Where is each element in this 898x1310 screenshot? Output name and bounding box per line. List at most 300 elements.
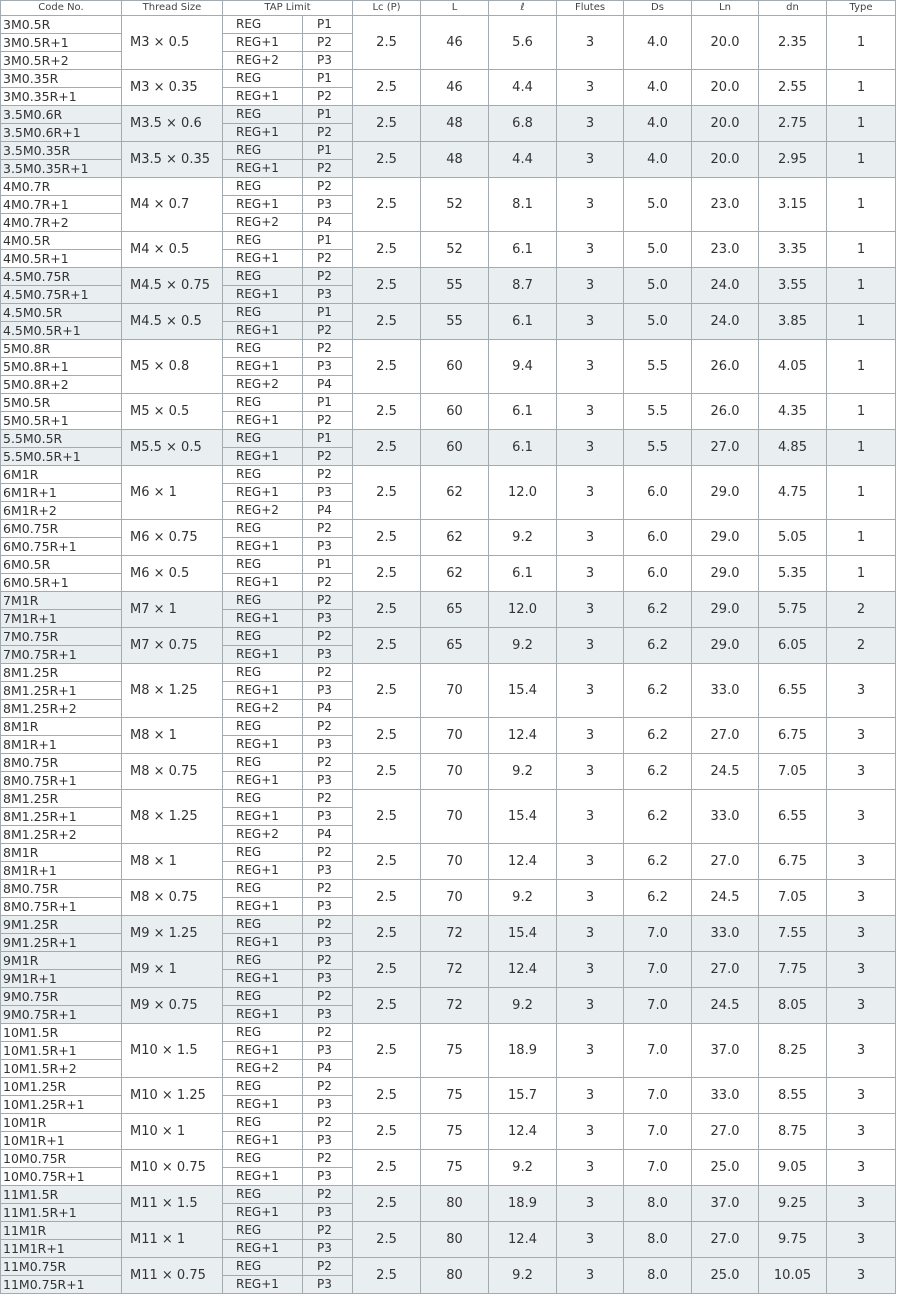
- tap-limit-class-cell: P4: [303, 1060, 353, 1078]
- table-row: [1, 718, 896, 736]
- table-row: [1, 754, 896, 772]
- tap-limit-class-cell: P3: [303, 1132, 353, 1150]
- thread-size-cell: M9 × 1: [122, 952, 223, 988]
- l-cell: 55: [421, 304, 489, 340]
- tap-limit-reg-cell: REG+2: [223, 52, 303, 70]
- thread-size-cell: M10 × 1.5: [122, 1024, 223, 1078]
- lc-cell: 2.5: [353, 1222, 421, 1258]
- code-no-cell: 7M0.75R: [1, 628, 122, 646]
- tap-limit-reg-cell: REG+1: [223, 736, 303, 754]
- tap-limit-class-cell: P3: [303, 1042, 353, 1060]
- code-no-cell: 10M0.75R+1: [1, 1168, 122, 1186]
- tap-limit-class-cell: P3: [303, 934, 353, 952]
- ds-cell: 5.5: [624, 430, 692, 466]
- thread-length-cell: 12.4: [489, 844, 557, 880]
- lc-cell: 2.5: [353, 790, 421, 844]
- type-cell: 1: [827, 178, 896, 232]
- tap-limit-reg-cell: REG+1: [223, 322, 303, 340]
- dn-cell: 6.75: [759, 718, 827, 754]
- tap-limit-reg-cell: REG: [223, 844, 303, 862]
- thread-size-cell: M9 × 1.25: [122, 916, 223, 952]
- type-cell: 3: [827, 1258, 896, 1294]
- type-cell: 3: [827, 916, 896, 952]
- thread-length-cell: 5.6: [489, 16, 557, 70]
- tap-limit-class-cell: P1: [303, 304, 353, 322]
- lc-cell: 2.5: [353, 394, 421, 430]
- ds-cell: 7.0: [624, 916, 692, 952]
- code-no-cell: 5.5M0.5R+1: [1, 448, 122, 466]
- table-row: [1, 178, 896, 196]
- tap-limit-class-cell: P3: [303, 646, 353, 664]
- l-cell: 48: [421, 142, 489, 178]
- tap-limit-reg-cell: REG+1: [223, 484, 303, 502]
- tap-limit-class-cell: P2: [303, 412, 353, 430]
- thread-size-cell: M6 × 1: [122, 466, 223, 520]
- table-row: [1, 1114, 896, 1132]
- flutes-cell: 3: [557, 16, 624, 70]
- ln-cell: 27.0: [692, 718, 759, 754]
- thread-length-cell: 9.2: [489, 754, 557, 790]
- lc-cell: 2.5: [353, 916, 421, 952]
- lc-cell: 2.5: [353, 430, 421, 466]
- dn-cell: 7.55: [759, 916, 827, 952]
- lc-cell: 2.5: [353, 304, 421, 340]
- tap-limit-class-cell: P2: [303, 34, 353, 52]
- table-row: [1, 556, 896, 574]
- thread-length-cell: 6.1: [489, 304, 557, 340]
- table-row: [1, 106, 896, 124]
- col-header-code: Code No.: [1, 1, 122, 16]
- dn-cell: 7.05: [759, 880, 827, 916]
- col-header-thread-size: Thread Size: [122, 1, 223, 16]
- l-cell: 72: [421, 988, 489, 1024]
- thread-size-cell: M6 × 0.5: [122, 556, 223, 592]
- tap-limit-reg-cell: REG+1: [223, 934, 303, 952]
- type-cell: 1: [827, 466, 896, 520]
- dn-cell: 9.05: [759, 1150, 827, 1186]
- thread-length-cell: 15.4: [489, 790, 557, 844]
- l-cell: 65: [421, 628, 489, 664]
- tap-limit-reg-cell: REG+2: [223, 214, 303, 232]
- tap-limit-class-cell: P3: [303, 484, 353, 502]
- tap-limit-class-cell: P3: [303, 52, 353, 70]
- table-row: [1, 790, 896, 808]
- flutes-cell: 3: [557, 466, 624, 520]
- type-cell: 3: [827, 952, 896, 988]
- ds-cell: 6.0: [624, 466, 692, 520]
- ln-cell: 24.0: [692, 268, 759, 304]
- tap-limit-class-cell: P3: [303, 682, 353, 700]
- ln-cell: 29.0: [692, 466, 759, 520]
- flutes-cell: 3: [557, 556, 624, 592]
- flutes-cell: 3: [557, 232, 624, 268]
- type-cell: 1: [827, 232, 896, 268]
- tap-limit-reg-cell: REG: [223, 880, 303, 898]
- tap-limit-class-cell: P2: [303, 916, 353, 934]
- lc-cell: 2.5: [353, 340, 421, 394]
- dn-cell: 8.25: [759, 1024, 827, 1078]
- dn-cell: 5.75: [759, 592, 827, 628]
- tap-limit-reg-cell: REG+1: [223, 88, 303, 106]
- lc-cell: 2.5: [353, 952, 421, 988]
- lc-cell: 2.5: [353, 664, 421, 718]
- ds-cell: 5.0: [624, 268, 692, 304]
- dn-cell: 4.05: [759, 340, 827, 394]
- tap-limit-reg-cell: REG+1: [223, 772, 303, 790]
- flutes-cell: 3: [557, 1186, 624, 1222]
- dn-cell: 9.25: [759, 1186, 827, 1222]
- ln-cell: 24.5: [692, 754, 759, 790]
- tap-limit-reg-cell: REG+1: [223, 898, 303, 916]
- code-no-cell: 10M0.75R: [1, 1150, 122, 1168]
- ds-cell: 5.0: [624, 232, 692, 268]
- table-row: [1, 952, 896, 970]
- l-cell: 48: [421, 106, 489, 142]
- code-no-cell: 11M0.75R+1: [1, 1276, 122, 1294]
- dn-cell: 2.95: [759, 142, 827, 178]
- col-header-type: Type: [827, 1, 896, 16]
- table-row: [1, 340, 896, 358]
- type-cell: 1: [827, 304, 896, 340]
- type-cell: 1: [827, 520, 896, 556]
- flutes-cell: 3: [557, 718, 624, 754]
- table-row: [1, 394, 896, 412]
- ln-cell: 25.0: [692, 1258, 759, 1294]
- code-no-cell: 3.5M0.35R: [1, 142, 122, 160]
- ln-cell: 24.0: [692, 304, 759, 340]
- tap-limit-reg-cell: REG+1: [223, 862, 303, 880]
- type-cell: 1: [827, 268, 896, 304]
- table-body: [1, 16, 896, 1294]
- tap-limit-reg-cell: REG+1: [223, 646, 303, 664]
- ln-cell: 27.0: [692, 430, 759, 466]
- l-cell: 52: [421, 232, 489, 268]
- ds-cell: 7.0: [624, 1024, 692, 1078]
- thread-length-cell: 12.4: [489, 1222, 557, 1258]
- l-cell: 75: [421, 1078, 489, 1114]
- tap-limit-reg-cell: REG: [223, 70, 303, 88]
- code-no-cell: 9M1R+1: [1, 970, 122, 988]
- tap-limit-class-cell: P3: [303, 286, 353, 304]
- ln-cell: 20.0: [692, 70, 759, 106]
- code-no-cell: 5M0.5R+1: [1, 412, 122, 430]
- l-cell: 75: [421, 1024, 489, 1078]
- code-no-cell: 8M0.75R: [1, 880, 122, 898]
- col-header-l: L: [421, 1, 489, 16]
- l-cell: 62: [421, 466, 489, 520]
- thread-length-cell: 6.1: [489, 232, 557, 268]
- thread-length-cell: 4.4: [489, 142, 557, 178]
- tap-limit-reg-cell: REG+1: [223, 574, 303, 592]
- table-row: [1, 466, 896, 484]
- table-row: [1, 880, 896, 898]
- flutes-cell: 3: [557, 1222, 624, 1258]
- thread-size-cell: M10 × 0.75: [122, 1150, 223, 1186]
- tap-limit-reg-cell: REG+1: [223, 196, 303, 214]
- tap-limit-class-cell: P3: [303, 1168, 353, 1186]
- dn-cell: 8.75: [759, 1114, 827, 1150]
- code-no-cell: 3.5M0.6R+1: [1, 124, 122, 142]
- ln-cell: 24.5: [692, 988, 759, 1024]
- code-no-cell: 5M0.8R+1: [1, 358, 122, 376]
- tap-limit-reg-cell: REG: [223, 1258, 303, 1276]
- thread-size-cell: M7 × 1: [122, 592, 223, 628]
- header-row: [1, 1, 896, 16]
- tap-limit-class-cell: P2: [303, 718, 353, 736]
- thread-size-cell: M4 × 0.7: [122, 178, 223, 232]
- l-cell: 46: [421, 16, 489, 70]
- lc-cell: 2.5: [353, 1150, 421, 1186]
- type-cell: 3: [827, 1150, 896, 1186]
- lc-cell: 2.5: [353, 1078, 421, 1114]
- l-cell: 52: [421, 178, 489, 232]
- ln-cell: 33.0: [692, 1078, 759, 1114]
- flutes-cell: 3: [557, 1078, 624, 1114]
- tap-limit-reg-cell: REG: [223, 592, 303, 610]
- dn-cell: 3.55: [759, 268, 827, 304]
- code-no-cell: 7M1R+1: [1, 610, 122, 628]
- dn-cell: 7.75: [759, 952, 827, 988]
- thread-size-cell: M10 × 1.25: [122, 1078, 223, 1114]
- type-cell: 3: [827, 880, 896, 916]
- ds-cell: 6.2: [624, 790, 692, 844]
- lc-cell: 2.5: [353, 106, 421, 142]
- tap-limit-reg-cell: REG+1: [223, 1204, 303, 1222]
- tap-limit-reg-cell: REG: [223, 1186, 303, 1204]
- thread-size-cell: M6 × 0.75: [122, 520, 223, 556]
- table-row: [1, 1258, 896, 1276]
- ds-cell: 5.0: [624, 304, 692, 340]
- tap-limit-class-cell: P4: [303, 214, 353, 232]
- thread-size-cell: M5 × 0.5: [122, 394, 223, 430]
- l-cell: 75: [421, 1114, 489, 1150]
- flutes-cell: 3: [557, 268, 624, 304]
- code-no-cell: 9M0.75R: [1, 988, 122, 1006]
- tap-limit-class-cell: P3: [303, 862, 353, 880]
- tap-limit-reg-cell: REG: [223, 718, 303, 736]
- thread-size-cell: M3 × 0.35: [122, 70, 223, 106]
- l-cell: 72: [421, 952, 489, 988]
- thread-length-cell: 4.4: [489, 70, 557, 106]
- type-cell: 1: [827, 106, 896, 142]
- code-no-cell: 3M0.5R: [1, 16, 122, 34]
- dn-cell: 4.35: [759, 394, 827, 430]
- flutes-cell: 3: [557, 592, 624, 628]
- tap-limit-reg-cell: REG: [223, 106, 303, 124]
- ln-cell: 20.0: [692, 142, 759, 178]
- col-header-dn: dn: [759, 1, 827, 16]
- tap-limit-reg-cell: REG: [223, 916, 303, 934]
- tap-limit-class-cell: P2: [303, 574, 353, 592]
- l-cell: 70: [421, 844, 489, 880]
- dn-cell: 6.55: [759, 664, 827, 718]
- thread-length-cell: 9.2: [489, 1150, 557, 1186]
- l-cell: 70: [421, 754, 489, 790]
- tap-limit-reg-cell: REG: [223, 268, 303, 286]
- lc-cell: 2.5: [353, 16, 421, 70]
- code-no-cell: 6M1R+2: [1, 502, 122, 520]
- thread-size-cell: M8 × 1: [122, 844, 223, 880]
- lc-cell: 2.5: [353, 178, 421, 232]
- code-no-cell: 11M1R: [1, 1222, 122, 1240]
- tap-limit-reg-cell: REG: [223, 178, 303, 196]
- tap-limit-reg-cell: REG: [223, 304, 303, 322]
- thread-size-cell: M4 × 0.5: [122, 232, 223, 268]
- tap-limit-class-cell: P1: [303, 142, 353, 160]
- code-no-cell: 6M0.75R: [1, 520, 122, 538]
- flutes-cell: 3: [557, 916, 624, 952]
- tap-limit-reg-cell: REG: [223, 1078, 303, 1096]
- dn-cell: 3.85: [759, 304, 827, 340]
- type-cell: 3: [827, 718, 896, 754]
- tap-limit-class-cell: P1: [303, 430, 353, 448]
- tap-limit-class-cell: P3: [303, 196, 353, 214]
- flutes-cell: 3: [557, 430, 624, 466]
- thread-size-cell: M11 × 0.75: [122, 1258, 223, 1294]
- tap-limit-reg-cell: REG: [223, 952, 303, 970]
- code-no-cell: 3.5M0.35R+1: [1, 160, 122, 178]
- ds-cell: 5.0: [624, 178, 692, 232]
- tap-limit-class-cell: P2: [303, 754, 353, 772]
- code-no-cell: 8M1.25R+2: [1, 700, 122, 718]
- tap-limit-class-cell: P2: [303, 1114, 353, 1132]
- l-cell: 80: [421, 1258, 489, 1294]
- flutes-cell: 3: [557, 304, 624, 340]
- thread-size-cell: M8 × 0.75: [122, 754, 223, 790]
- thread-length-cell: 8.7: [489, 268, 557, 304]
- thread-length-cell: 9.2: [489, 988, 557, 1024]
- table-row: [1, 1078, 896, 1096]
- tap-limit-class-cell: P2: [303, 466, 353, 484]
- code-no-cell: 3M0.35R: [1, 70, 122, 88]
- tap-limit-reg-cell: REG+1: [223, 1042, 303, 1060]
- table-row: [1, 304, 896, 322]
- tap-limit-class-cell: P2: [303, 160, 353, 178]
- code-no-cell: 5M0.5R: [1, 394, 122, 412]
- tap-limit-reg-cell: REG+1: [223, 412, 303, 430]
- thread-size-cell: M3.5 × 0.6: [122, 106, 223, 142]
- thread-size-cell: M5.5 × 0.5: [122, 430, 223, 466]
- type-cell: 3: [827, 1078, 896, 1114]
- ds-cell: 7.0: [624, 988, 692, 1024]
- tap-limit-class-cell: P2: [303, 124, 353, 142]
- tap-limit-reg-cell: REG: [223, 556, 303, 574]
- code-no-cell: 10M1R: [1, 1114, 122, 1132]
- tap-limit-class-cell: P3: [303, 1276, 353, 1294]
- thread-size-cell: M9 × 0.75: [122, 988, 223, 1024]
- ln-cell: 26.0: [692, 340, 759, 394]
- ln-cell: 29.0: [692, 592, 759, 628]
- table-row: [1, 664, 896, 682]
- thread-size-cell: M4.5 × 0.5: [122, 304, 223, 340]
- tap-limit-class-cell: P3: [303, 736, 353, 754]
- code-no-cell: 8M1R: [1, 718, 122, 736]
- ds-cell: 8.0: [624, 1222, 692, 1258]
- lc-cell: 2.5: [353, 556, 421, 592]
- flutes-cell: 3: [557, 628, 624, 664]
- l-cell: 62: [421, 556, 489, 592]
- ds-cell: 4.0: [624, 142, 692, 178]
- tap-limit-class-cell: P2: [303, 88, 353, 106]
- tap-limit-reg-cell: REG+1: [223, 448, 303, 466]
- table-row: [1, 1150, 896, 1168]
- tap-limit-reg-cell: REG+2: [223, 700, 303, 718]
- code-no-cell: 8M1.25R+1: [1, 682, 122, 700]
- l-cell: 75: [421, 1150, 489, 1186]
- ln-cell: 37.0: [692, 1186, 759, 1222]
- dn-cell: 4.75: [759, 466, 827, 520]
- flutes-cell: 3: [557, 664, 624, 718]
- tap-limit-class-cell: P2: [303, 448, 353, 466]
- table-row: [1, 844, 896, 862]
- thread-size-cell: M8 × 1.25: [122, 790, 223, 844]
- type-cell: 1: [827, 556, 896, 592]
- thread-length-cell: 12.4: [489, 1114, 557, 1150]
- thread-length-cell: 15.4: [489, 664, 557, 718]
- l-cell: 60: [421, 394, 489, 430]
- ln-cell: 27.0: [692, 952, 759, 988]
- lc-cell: 2.5: [353, 1024, 421, 1078]
- tap-limit-reg-cell: REG: [223, 142, 303, 160]
- l-cell: 70: [421, 790, 489, 844]
- flutes-cell: 3: [557, 394, 624, 430]
- thread-length-cell: 15.7: [489, 1078, 557, 1114]
- tap-limit-reg-cell: REG+1: [223, 808, 303, 826]
- code-no-cell: 10M1.5R+1: [1, 1042, 122, 1060]
- thread-length-cell: 12.4: [489, 718, 557, 754]
- ln-cell: 33.0: [692, 664, 759, 718]
- l-cell: 72: [421, 916, 489, 952]
- table-row: [1, 232, 896, 250]
- flutes-cell: 3: [557, 1150, 624, 1186]
- tap-limit-reg-cell: REG+1: [223, 1096, 303, 1114]
- tap-limit-class-cell: P4: [303, 376, 353, 394]
- ln-cell: 25.0: [692, 1150, 759, 1186]
- dn-cell: 8.55: [759, 1078, 827, 1114]
- l-cell: 60: [421, 430, 489, 466]
- thread-length-cell: 9.2: [489, 628, 557, 664]
- tap-limit-reg-cell: REG: [223, 1114, 303, 1132]
- tap-limit-reg-cell: REG: [223, 628, 303, 646]
- tap-limit-class-cell: P2: [303, 1186, 353, 1204]
- tap-limit-class-cell: P2: [303, 1222, 353, 1240]
- ln-cell: 24.5: [692, 880, 759, 916]
- code-no-cell: 10M1.25R+1: [1, 1096, 122, 1114]
- thread-length-cell: 8.1: [489, 178, 557, 232]
- ln-cell: 33.0: [692, 790, 759, 844]
- tap-limit-class-cell: P2: [303, 628, 353, 646]
- flutes-cell: 3: [557, 880, 624, 916]
- lc-cell: 2.5: [353, 592, 421, 628]
- code-no-cell: 11M1.5R: [1, 1186, 122, 1204]
- col-header-flutes: Flutes: [557, 1, 624, 16]
- tap-limit-reg-cell: REG+1: [223, 1132, 303, 1150]
- code-no-cell: 8M0.75R+1: [1, 898, 122, 916]
- ln-cell: 27.0: [692, 1222, 759, 1258]
- type-cell: 1: [827, 70, 896, 106]
- tap-limit-reg-cell: REG+1: [223, 124, 303, 142]
- code-no-cell: 8M1R+1: [1, 862, 122, 880]
- ds-cell: 7.0: [624, 1150, 692, 1186]
- thread-length-cell: 6.1: [489, 556, 557, 592]
- l-cell: 80: [421, 1186, 489, 1222]
- lc-cell: 2.5: [353, 232, 421, 268]
- code-no-cell: 11M0.75R: [1, 1258, 122, 1276]
- code-no-cell: 3M0.5R+1: [1, 34, 122, 52]
- code-no-cell: 3M0.35R+1: [1, 88, 122, 106]
- tap-limit-class-cell: P3: [303, 898, 353, 916]
- ds-cell: 6.2: [624, 880, 692, 916]
